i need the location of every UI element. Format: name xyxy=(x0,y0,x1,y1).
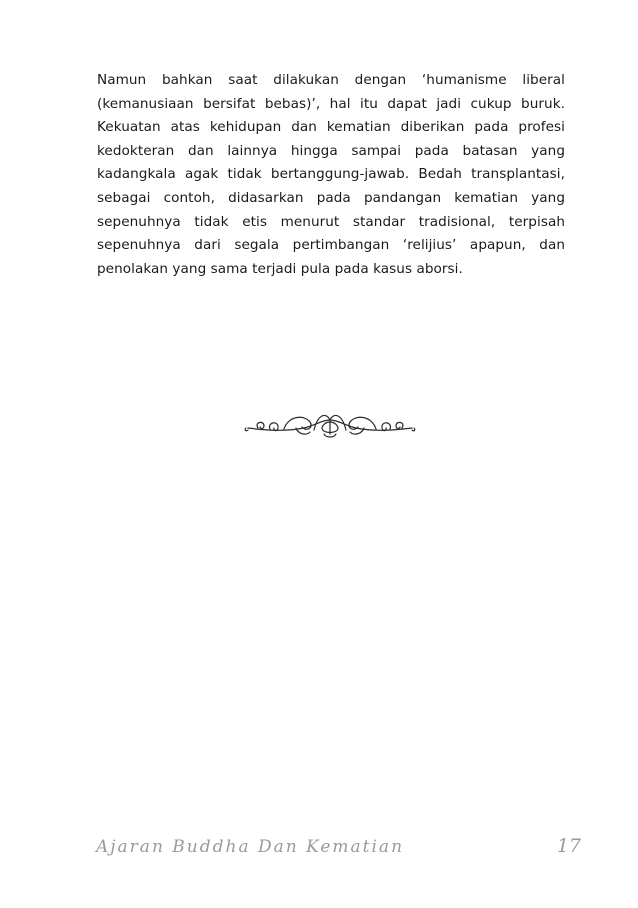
flourish-divider-icon xyxy=(244,408,416,444)
body-paragraph: Namun bahkan saat dilakukan dengan ‘humanisme liberal (kemanusiaan bersifat bebas)’, hal itu dapat jadi cukup buruk. Kekuatan atas kehidupan dan kematian diberikan pada profesi kedokteran dan lainnya hingga sampai pada batasan yang kadangkala agak tidak bertanggung-jawab. Bedah transplantasi, sebagai contoh, didasarkan pada pandangan kematian yang sepenuhnya tidak etis menurut standar tradisional, terpisah sepenuhnya dari segala pertimbangan ‘relijius’ apapun, dan penolakan yang sama terjadi pula pada kasus aborsi. xyxy=(97,72,565,277)
page-number: 17 xyxy=(556,835,581,857)
footer-book-title: Ajaran Buddha Dan Kematian xyxy=(96,837,405,857)
